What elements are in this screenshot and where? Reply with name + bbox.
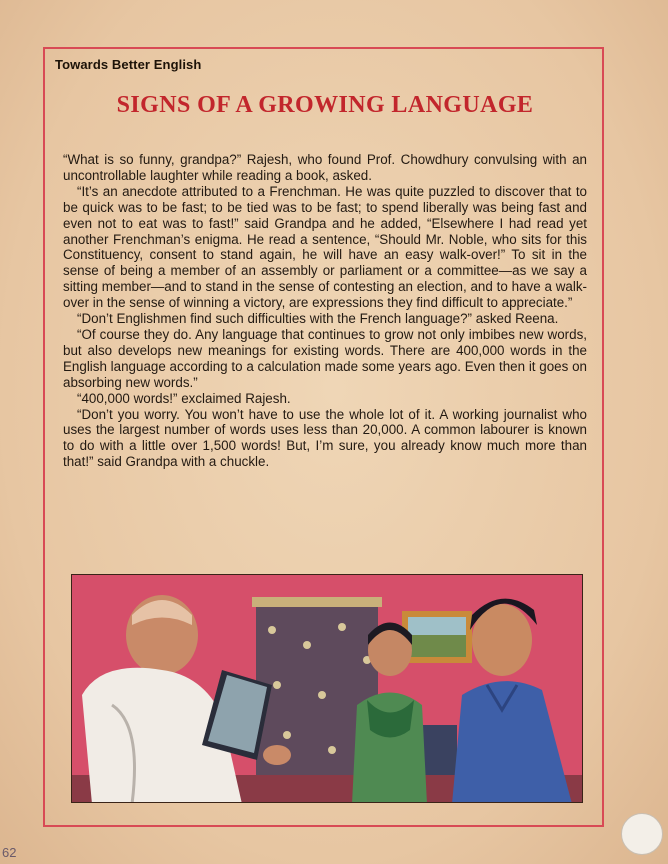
story-illustration xyxy=(71,574,583,803)
paragraph: “Of course they do. Any language that continues to grow not only imbibes new words, but also develops new meanings for existing words. There are 400,000 words in the English language according to a calculation made some years ago. Even then it goes on absorbing new words.” xyxy=(63,326,587,390)
page-title: SIGNS OF A GROWING LANGUAGE xyxy=(116,92,534,118)
paragraph: “What is so funny, grandpa?” Rajesh, who found Prof. Chowdhury convulsing with an uncontrollable laughter while reading a book, asked. xyxy=(63,152,587,183)
page-number: 62 xyxy=(2,845,17,860)
library-stamp-logo xyxy=(621,813,663,855)
series-title: Towards Better English xyxy=(55,57,202,72)
illustration-artwork xyxy=(72,575,583,803)
paragraph: “Don’t Englishmen find such difficulties with the French language?” asked Reena. xyxy=(77,311,559,327)
article-body xyxy=(63,152,587,470)
paragraph: “It’s an anecdote attributed to a Frenchman. He was quite puzzled to discover that to be quick was to be fast; to be tied was to be fast; to spend liberally was being fast and even not to eat was to fast!” said Grandpa and he added, “Elsewhere I had read yet another Frenchman’s enigma. He read a sentence, “Should Mr. Noble, who sits for this Constituency, consent to stand again, he will have an easy walk-over!” To sit in the sense of being a member of an assembly or parliament or a committee—as we say a sitting member—and to stand in the sense of contesting an election, and to have a walk-over in the sense of winning a victory, are expressions they find difficult to appreciate.” xyxy=(63,183,587,311)
paragraph: “400,000 words!” exclaimed Rajesh. xyxy=(77,390,291,406)
paragraph: “Don’t you worry. You won’t have to use the whole lot of it. A working journalist who uses the largest number of words uses less than 20,000. A common labourer is known to do with a little over 1,500 words! But, I’m sure, you already know much more than that!” said Grandpa with a chuckle. xyxy=(63,406,587,470)
